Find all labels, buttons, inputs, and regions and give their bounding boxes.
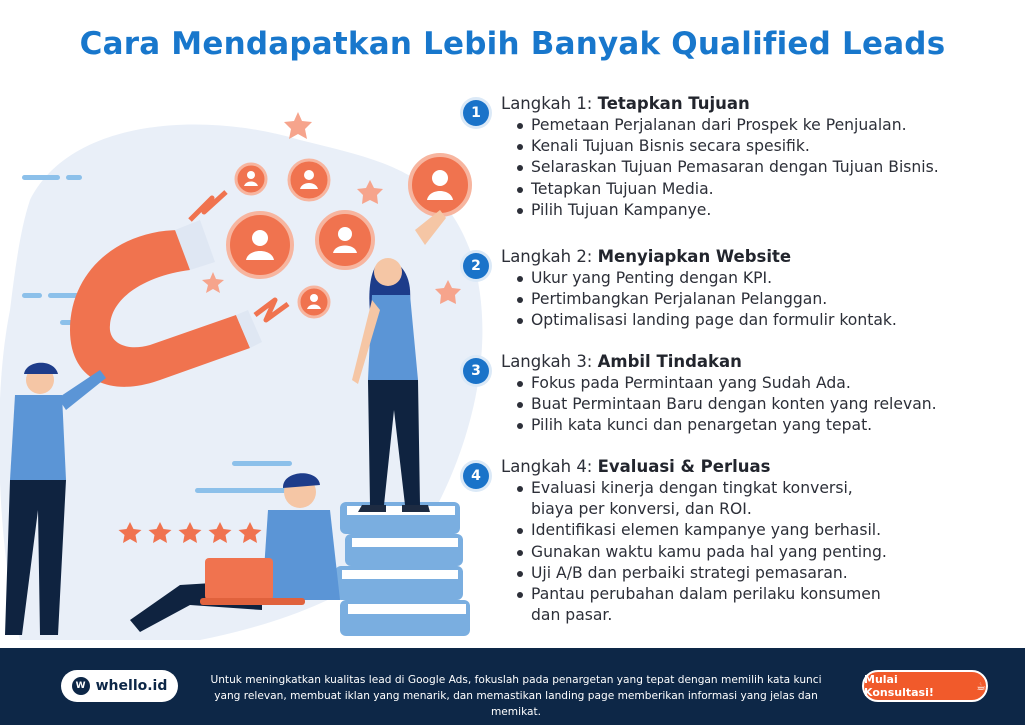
footer-description: Untuk meningkatkan kualitas lead di Google Ads, fokuslah pada penargetan yang tepat dengan memilih kata kunci yang relevan, membuat iklan yang menarik, dan memastikan landing page memberikan informasi yang jelas dan memikat. [210, 674, 822, 718]
list-item: Identifikasi elemen kampanye yang berhasil. [515, 520, 1018, 541]
page-title: Cara Mendapatkan Lebih Banyak Qualified Leads [79, 26, 946, 62]
step-3 [463, 352, 1018, 457]
list-item: Evaluasi kinerja dengan tingkat konversi, [515, 478, 1018, 499]
step-bullets [501, 268, 1018, 332]
step-number-badge: 3 [463, 358, 489, 384]
step-number-badge: 1 [463, 100, 489, 126]
list-item: Fokus pada Permintaan yang Sudah Ada. [515, 373, 1018, 394]
book-stack [335, 502, 470, 636]
user-bubble [410, 155, 470, 215]
brand-logo-text: whello.id [95, 678, 168, 694]
step-1 [463, 94, 1018, 247]
list-item: Uji A/B dan perbaiki strategi pemasaran. [515, 563, 1018, 584]
cta-label: Mulai Konsultasi! [864, 673, 934, 699]
user-bubble [289, 160, 329, 200]
list-item: Kenali Tujuan Bisnis secara spesifik. [515, 136, 1018, 157]
background-dash [22, 175, 60, 180]
brand-logo-icon: W [72, 677, 90, 695]
step-heading: Langkah 4: Evaluasi & Perluas [501, 457, 771, 476]
marketing-illustration [0, 80, 520, 650]
star-icon [284, 112, 312, 139]
user-bubble [236, 164, 266, 194]
user-bubble [228, 213, 292, 277]
step-bullets [501, 478, 1018, 626]
list-item: Tetapkan Tujuan Media. [515, 179, 1018, 200]
background-dash [22, 293, 42, 298]
list-item: Ukur yang Penting dengan KPI. [515, 268, 1018, 289]
step-bullets [501, 373, 1018, 437]
list-item: Pertimbangkan Perjalanan Pelanggan. [515, 289, 1018, 310]
list-item: Gunakan waktu kamu pada hal yang penting. [515, 542, 1018, 563]
footer-bar [0, 648, 1025, 725]
user-bubble [317, 212, 373, 268]
step-bullets [501, 115, 1018, 221]
step-heading: Langkah 1: Tetapkan Tujuan [501, 94, 750, 113]
list-item: Pilih kata kunci dan penargetan yang tepat. [515, 415, 1018, 436]
user-bubble [299, 287, 329, 317]
start-consultation-button[interactable] [862, 670, 988, 702]
steps-list [463, 94, 1018, 626]
list-item-continuation: biaya per konversi, dan ROI. [531, 500, 752, 519]
list-item: Buat Permintaan Baru dengan konten yang relevan. [515, 394, 1018, 415]
coffee-cup-icon: ☕ [976, 679, 986, 693]
step-number-badge: 2 [463, 253, 489, 279]
brand-logo[interactable] [61, 670, 178, 702]
background-dash [66, 175, 82, 180]
list-item: Pantau perubahan dalam perilaku konsumen [515, 584, 1018, 605]
list-item: Pemetaan Perjalanan dari Prospek ke Penjualan. [515, 115, 1018, 136]
list-item-continuation: dan pasar. [531, 606, 613, 625]
step-heading: Langkah 2: Menyiapkan Website [501, 247, 792, 266]
list-item: Selaraskan Tujuan Pemasaran dengan Tujuan Bisnis. [515, 157, 1018, 178]
background-dash [232, 461, 292, 466]
step-number-badge: 4 [463, 463, 489, 489]
step-2 [463, 247, 1018, 352]
laptop [205, 558, 273, 600]
list-item: Pilih Tujuan Kampanye. [515, 200, 1018, 221]
list-item: Optimalisasi landing page dan formulir kontak. [515, 310, 1018, 331]
step-heading: Langkah 3: Ambil Tindakan [501, 352, 742, 371]
step-4 [463, 457, 1018, 626]
